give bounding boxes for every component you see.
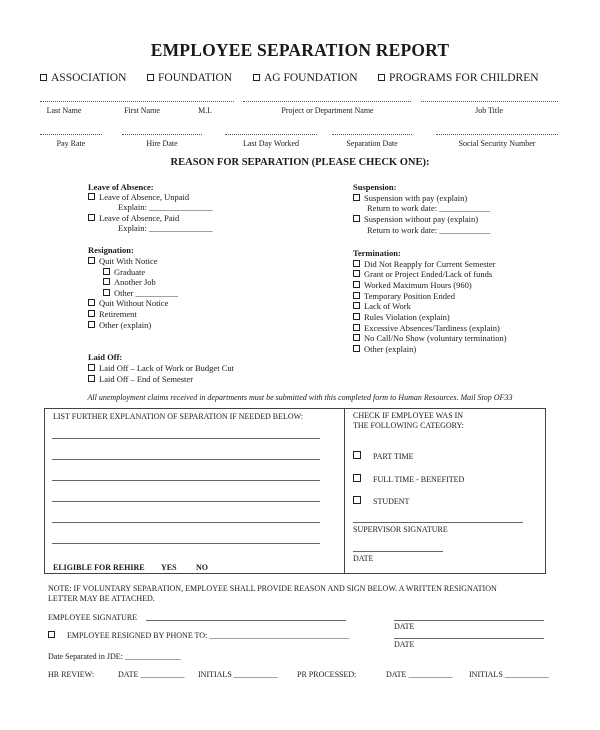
checkbox-icon[interactable] xyxy=(147,74,154,81)
loa-unpaid[interactable]: Leave of Absence, Unpaid xyxy=(88,192,189,202)
resignation-other[interactable]: Other (explain) xyxy=(88,320,151,330)
checkbox-icon[interactable] xyxy=(48,631,55,638)
phone-date-label: DATE xyxy=(394,640,415,649)
reason-heading: REASON FOR SEPARATION (PLEASE CHECK ONE): xyxy=(170,157,430,168)
checkbox-icon[interactable] xyxy=(88,321,95,328)
label-ssn: Social Security Number xyxy=(458,139,536,148)
termination-item[interactable]: Rules Violation (explain) xyxy=(353,312,450,322)
checkbox-icon[interactable] xyxy=(353,474,361,482)
termination-item[interactable]: No Call/No Show (voluntary termination) xyxy=(353,333,507,343)
checkbox-icon[interactable] xyxy=(88,310,95,317)
suspension-return-date-1: Return to work date: ____________ xyxy=(367,203,491,213)
quit-other[interactable]: Other __________ xyxy=(103,288,178,298)
pr-processed-date[interactable]: DATE ___________ xyxy=(386,670,453,679)
phone-resignation[interactable]: EMPLOYEE RESIGNED BY PHONE TO: ___________________________________ xyxy=(48,631,349,640)
phone-date-line[interactable] xyxy=(394,638,544,639)
rehire-yes[interactable]: YES xyxy=(161,563,177,572)
hire-date-line[interactable] xyxy=(122,134,202,135)
jde-date: Date Separated in JDE: ______________ xyxy=(48,652,181,661)
checkbox-icon[interactable] xyxy=(353,345,360,352)
termination-heading: Termination: xyxy=(353,248,401,258)
termination-item[interactable]: Lack of Work xyxy=(353,301,411,311)
suspension-without-pay[interactable]: Suspension without pay (explain) xyxy=(353,214,478,224)
label-pay-rate: Pay Rate xyxy=(56,139,86,148)
supervisor-signature-label: SUPERVISOR SIGNATURE xyxy=(353,525,448,534)
quit-another-job[interactable]: Another Job xyxy=(103,277,156,287)
category-part-time[interactable]: PART TIME xyxy=(353,451,414,461)
eligible-rehire-label: ELIGIBLE FOR REHIRE xyxy=(53,563,145,572)
checkbox-icon[interactable] xyxy=(353,194,360,201)
quit-graduate[interactable]: Graduate xyxy=(103,267,145,277)
checkbox-icon[interactable] xyxy=(353,292,360,299)
label-first-name: First Name xyxy=(124,106,160,115)
loa-heading: Leave of Absence: xyxy=(88,182,154,192)
suspension-return-date-2: Return to work date: ____________ xyxy=(367,225,491,235)
supervisor-signature-line[interactable] xyxy=(353,522,523,523)
pay-rate-line[interactable] xyxy=(40,134,102,135)
org-association[interactable]: ASSOCIATION xyxy=(40,72,126,84)
checkbox-icon[interactable] xyxy=(103,268,110,275)
suspension-heading: Suspension: xyxy=(353,182,397,192)
checkbox-icon[interactable] xyxy=(103,278,110,285)
checkbox-icon[interactable] xyxy=(40,74,47,81)
checkbox-icon[interactable] xyxy=(88,257,95,264)
checkbox-icon[interactable] xyxy=(353,313,360,320)
name-line[interactable] xyxy=(40,101,234,102)
termination-item[interactable]: Temporary Position Ended xyxy=(353,291,455,301)
explanation-line[interactable] xyxy=(52,438,320,439)
pr-processed-label: PR PROCESSED: xyxy=(297,670,357,679)
checkbox-icon[interactable] xyxy=(353,334,360,341)
rehire-no[interactable]: NO xyxy=(196,563,208,572)
employee-signature-line[interactable] xyxy=(146,620,346,621)
label-last-day: Last Day Worked xyxy=(242,139,300,148)
checkbox-icon[interactable] xyxy=(353,281,360,288)
org-foundation[interactable]: FOUNDATION xyxy=(147,72,232,84)
supervisor-date-line[interactable] xyxy=(353,551,443,552)
org-ag-foundation[interactable]: AG FOUNDATION xyxy=(253,72,358,84)
laid-off-heading: Laid Off: xyxy=(88,352,123,362)
termination-item[interactable]: Grant or Project Ended/Lack of funds xyxy=(353,269,492,279)
employee-signature-label: EMPLOYEE SIGNATURE xyxy=(48,613,138,622)
checkbox-icon[interactable] xyxy=(88,299,95,306)
termination-item[interactable]: Other (explain) xyxy=(353,344,416,354)
laid-off-lack-work[interactable]: Laid Off – Lack of Work or Budget Cut xyxy=(88,363,234,373)
loa-paid[interactable]: Leave of Absence, Paid xyxy=(88,213,179,223)
explanation-line[interactable] xyxy=(52,459,320,460)
explanation-line[interactable] xyxy=(52,522,320,523)
explanation-line[interactable] xyxy=(52,501,320,502)
loa-explain-unpaid: Explain: _______________ xyxy=(118,202,213,212)
explanation-box xyxy=(44,408,546,574)
checkbox-icon[interactable] xyxy=(88,193,95,200)
category-heading-2: THE FOLLOWING CATEGORY: xyxy=(353,421,464,430)
label-separation-date: Separation Date xyxy=(346,139,398,148)
checkbox-icon[interactable] xyxy=(253,74,260,81)
pr-processed-initials[interactable]: INITIALS ___________ xyxy=(469,670,549,679)
laid-off-end-semester[interactable]: Laid Off – End of Semester xyxy=(88,374,193,384)
supervisor-date-label: DATE xyxy=(353,554,374,563)
termination-item[interactable]: Excessive Absences/Tardiness (explain) xyxy=(353,323,500,333)
last-day-line[interactable] xyxy=(225,134,317,135)
checkbox-icon[interactable] xyxy=(353,260,360,267)
hr-review-initials[interactable]: INITIALS ___________ xyxy=(198,670,278,679)
explanation-line[interactable] xyxy=(52,480,320,481)
label-job-title: Job Title xyxy=(475,106,503,115)
label-hire-date: Hire Date xyxy=(146,139,178,148)
checkbox-icon[interactable] xyxy=(353,324,360,331)
employee-date-label: DATE xyxy=(394,622,415,631)
resignation-heading: Resignation: xyxy=(88,245,134,255)
checkbox-icon[interactable] xyxy=(353,302,360,309)
loa-explain-paid: Explain: _______________ xyxy=(118,223,213,233)
explanation-heading: LIST FURTHER EXPLANATION OF SEPARATION IF NEEDED BELOW: xyxy=(53,412,304,421)
box-divider xyxy=(344,408,345,574)
termination-item[interactable]: Did Not Reapply for Current Semester xyxy=(353,259,495,269)
category-student[interactable]: STUDENT xyxy=(353,496,409,506)
checkbox-icon[interactable] xyxy=(353,215,360,222)
label-mi: M.I. xyxy=(198,106,212,115)
separation-date-line[interactable] xyxy=(332,134,412,135)
label-project: Project or Department Name xyxy=(281,106,374,115)
note-line-1: NOTE: IF VOLUNTARY SEPARATION, EMPLOYEE SHALL PROVIDE REASON AND SIGN BELOW. A WRITTEN RESIGNATION xyxy=(48,584,497,593)
checkbox-icon[interactable] xyxy=(88,214,95,221)
form-title: EMPLOYEE SEPARATION REPORT xyxy=(150,40,450,60)
label-last-name: Last Name xyxy=(46,106,82,115)
checkbox-icon[interactable] xyxy=(378,74,385,81)
category-full-time[interactable]: FULL TIME - BENEFITED xyxy=(353,474,464,484)
hr-review-date[interactable]: DATE ___________ xyxy=(118,670,185,679)
job-title-line[interactable] xyxy=(421,101,558,102)
explanation-line[interactable] xyxy=(52,543,320,544)
checkbox-icon[interactable] xyxy=(353,270,360,277)
checkbox-icon[interactable] xyxy=(88,375,95,382)
project-line[interactable] xyxy=(243,101,411,102)
termination-item[interactable]: Worked Maximum Hours (960) xyxy=(353,280,472,290)
org-programs-for-children[interactable]: PROGRAMS FOR CHILDREN xyxy=(378,72,539,84)
employee-date-line[interactable] xyxy=(394,620,544,621)
quit-with-notice[interactable]: Quit With Notice xyxy=(88,256,158,266)
checkbox-icon[interactable] xyxy=(353,451,361,459)
category-heading-1: CHECK IF EMPLOYEE WAS IN xyxy=(353,411,464,420)
unemployment-note: All unemployment claims received in departments must be submitted with this completed form to Human Resources. Mail Stop OF33 xyxy=(87,393,513,402)
note-line-2: LETTER MAY BE ATTACHED. xyxy=(48,594,155,603)
quit-without-notice[interactable]: Quit Without Notice xyxy=(88,298,168,308)
checkbox-icon[interactable] xyxy=(353,496,361,504)
retirement[interactable]: Retirement xyxy=(88,309,137,319)
checkbox-icon[interactable] xyxy=(88,364,95,371)
suspension-with-pay[interactable]: Suspension with pay (explain) xyxy=(353,193,467,203)
ssn-line[interactable] xyxy=(436,134,558,135)
checkbox-icon[interactable] xyxy=(103,289,110,296)
hr-review-label: HR REVIEW: xyxy=(48,670,95,679)
